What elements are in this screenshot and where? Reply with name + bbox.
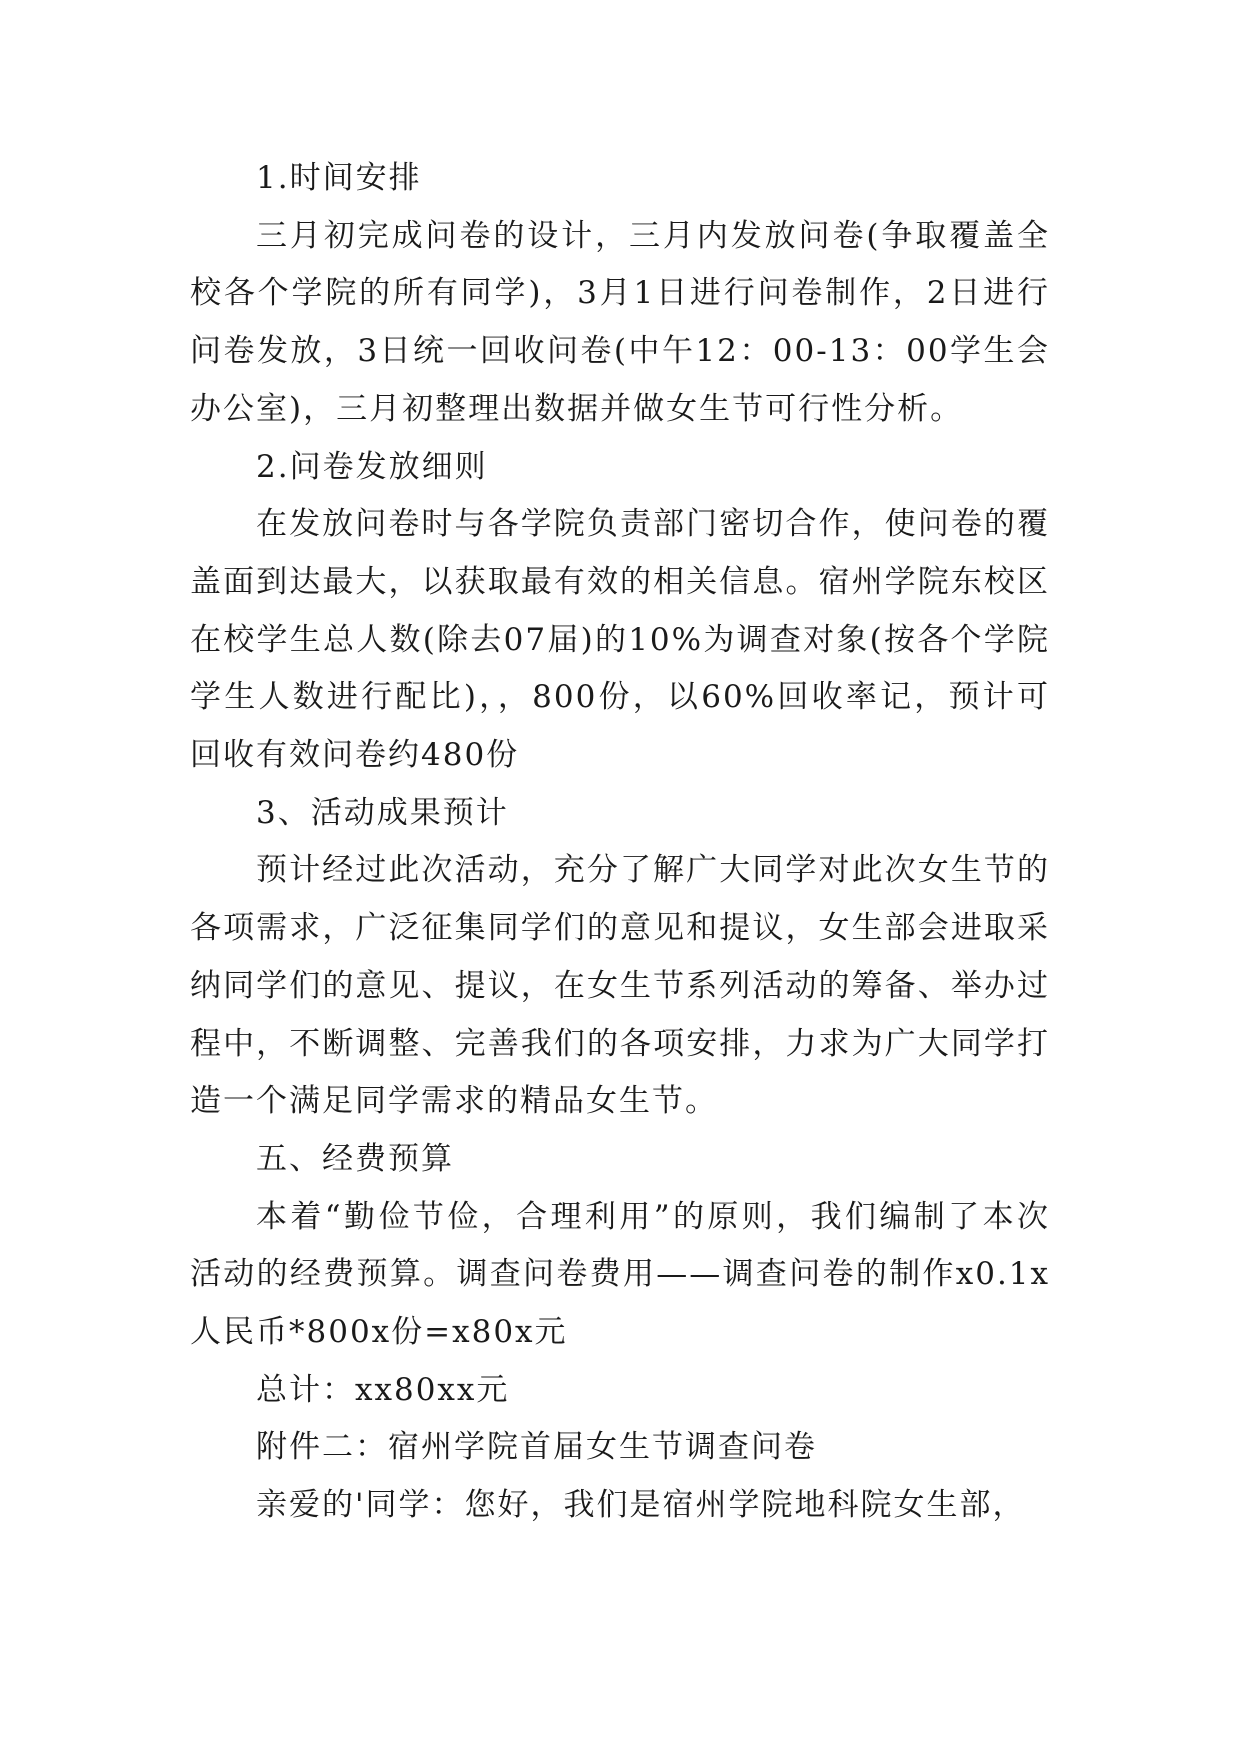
attachment-title: 附件二：宿州学院首届女生节调查问卷 (256, 1429, 817, 1466)
survey-greeting: 亲爱的'同学：您好，我们是宿州学院地科院女生部， (256, 1487, 1026, 1524)
document-page (190, 150, 1050, 1535)
section-heading-budget: 五、经费预算 (256, 1140, 454, 1177)
paragraph-distribution-details: 在发放问卷时与各学院负责部门密切合作，使问卷的覆盖面到达最大，以获取最有效的相关信息。宿州学院东校区在校学生总人数(除去07届)的10%为调查对象(按各个学院学生人数进行配比)，，800份，以60%回收率记，预计可回收有效问卷约480份 (190, 506, 1050, 774)
section-heading-expected-results: 3、活动成果预计 (256, 794, 509, 831)
paragraph-schedule-details: 三月初完成问卷的设计，三月内发放问卷(争取覆盖全校各个学院的所有同学)，3月1日进行问卷制作，2日进行问卷发放，3日统一回收问卷(中午12：00-13：00学生会办公室)，三月初整理出数据并做女生节可行性分析。 (190, 217, 1050, 427)
section-heading-distribution: 2.问卷发放细则 (256, 448, 488, 485)
budget-total: 总计：xx80xx元 (256, 1371, 510, 1408)
paragraph-expected-results: 预计经过此次活动，充分了解广大同学对此次女生节的各项需求，广泛征集同学们的意见和提议，女生部会进取采纳同学们的意见、提议，在女生节系列活动的筹备、举办过程中，不断调整、完善我们的各项安排，力求为广大同学打造一个满足同学需求的精品女生节。 (190, 852, 1050, 1120)
section-heading-schedule: 1.时间安排 (256, 160, 422, 196)
paragraph-budget: 本着“勤俭节俭，合理利用”的原则，我们编制了本次活动的经费预算。调查问卷费用——调查问卷的制作x0.1x人民币*800x份=x80x元 (190, 1198, 1050, 1351)
